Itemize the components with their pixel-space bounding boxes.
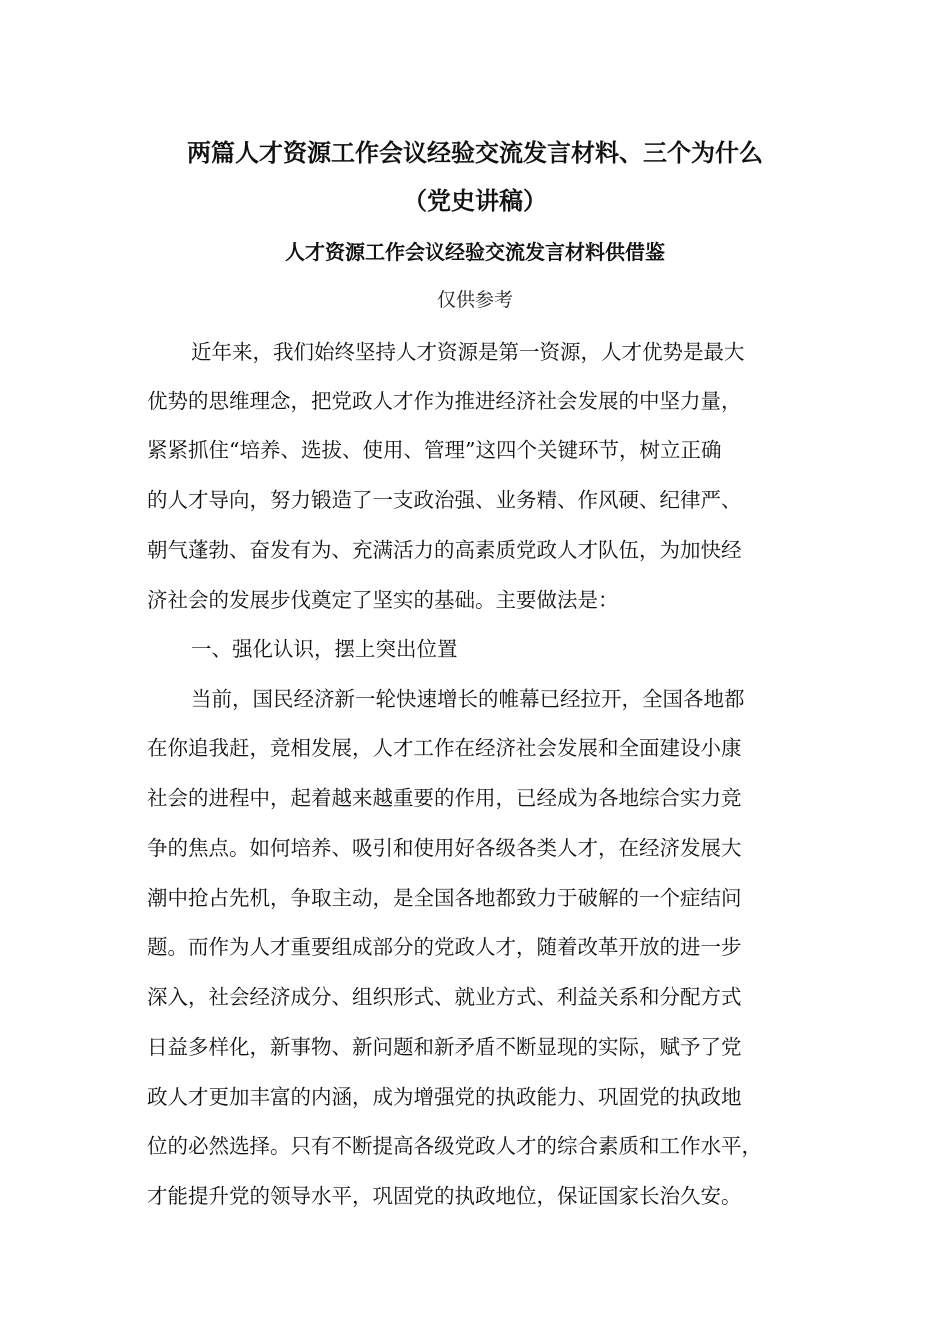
- paragraph-line: 在你追我赶，竞相发展，人才工作在经济社会发展和全面建设小康: [147, 736, 742, 760]
- paragraph-line: 近年来，我们始终坚持人才资源是第一资源，人才优势是最大: [191, 340, 745, 364]
- paragraph-line: 朝气蓬勃、奋发有为、充满活力的高素质党政人才队伍，为加快经: [147, 538, 742, 562]
- paragraph-line: 争的焦点。如何培养、吸引和使用好各级各类人才，在经济发展大: [147, 836, 742, 860]
- paragraph-line: 政人才更加丰富的内涵，成为增强党的执政能力、巩固党的执政地: [147, 1085, 742, 1109]
- paragraph-line: 才能提升党的领导水平，巩固党的执政地位，保证国家长治久安。: [147, 1184, 742, 1208]
- document-title-line-2: （党史讲稿）: [403, 186, 547, 215]
- reference-note: 仅供参考: [436, 289, 513, 311]
- paragraph-line: 日益多样化，新事物、新问题和新矛盾不断显现的实际，赋予了党: [147, 1035, 742, 1059]
- document-subtitle: 人才资源工作会议经验交流发言材料供借鉴: [285, 240, 665, 264]
- paragraph-line: 紧紧抓住“培养、选拔、使用、管理”这四个关键环节，树立正确: [147, 438, 722, 462]
- paragraph-line: 潮中抢占先机，争取主动，是全国各地都致力于破解的一个症结问: [147, 886, 742, 910]
- paragraph-line: 社会的进程中，起着越来越重要的作用，已经成为各地综合实力竞: [147, 786, 742, 810]
- paragraph-line: 深入，社会经济成分、组织形式、就业方式、利益关系和分配方式: [147, 985, 742, 1009]
- document-title-line-1: 两篇人才资源工作会议经验交流发言材料、三个为什么: [187, 138, 763, 167]
- paragraph-line: 济社会的发展步伐奠定了坚实的基础。主要做法是：: [147, 588, 619, 612]
- paragraph-line: 位的必然选择。只有不断提高各级党政人才的综合素质和工作水平，: [147, 1134, 762, 1158]
- section-heading: 一、强化认识，摆上突出位置: [191, 637, 458, 661]
- paragraph-line: 当前，国民经济新一轮快速增长的帷幕已经拉开，全国各地都: [191, 687, 745, 711]
- paragraph-line: 题。而作为人才重要组成部分的党政人才，随着改革开放的进一步: [147, 935, 742, 959]
- paragraph-line: 的人才导向，努力锻造了一支政治强、业务精、作风硬、纪律严、: [147, 488, 742, 512]
- paragraph-line: 优势的思维理念，把党政人才作为推进经济社会发展的中坚力量，: [147, 389, 742, 413]
